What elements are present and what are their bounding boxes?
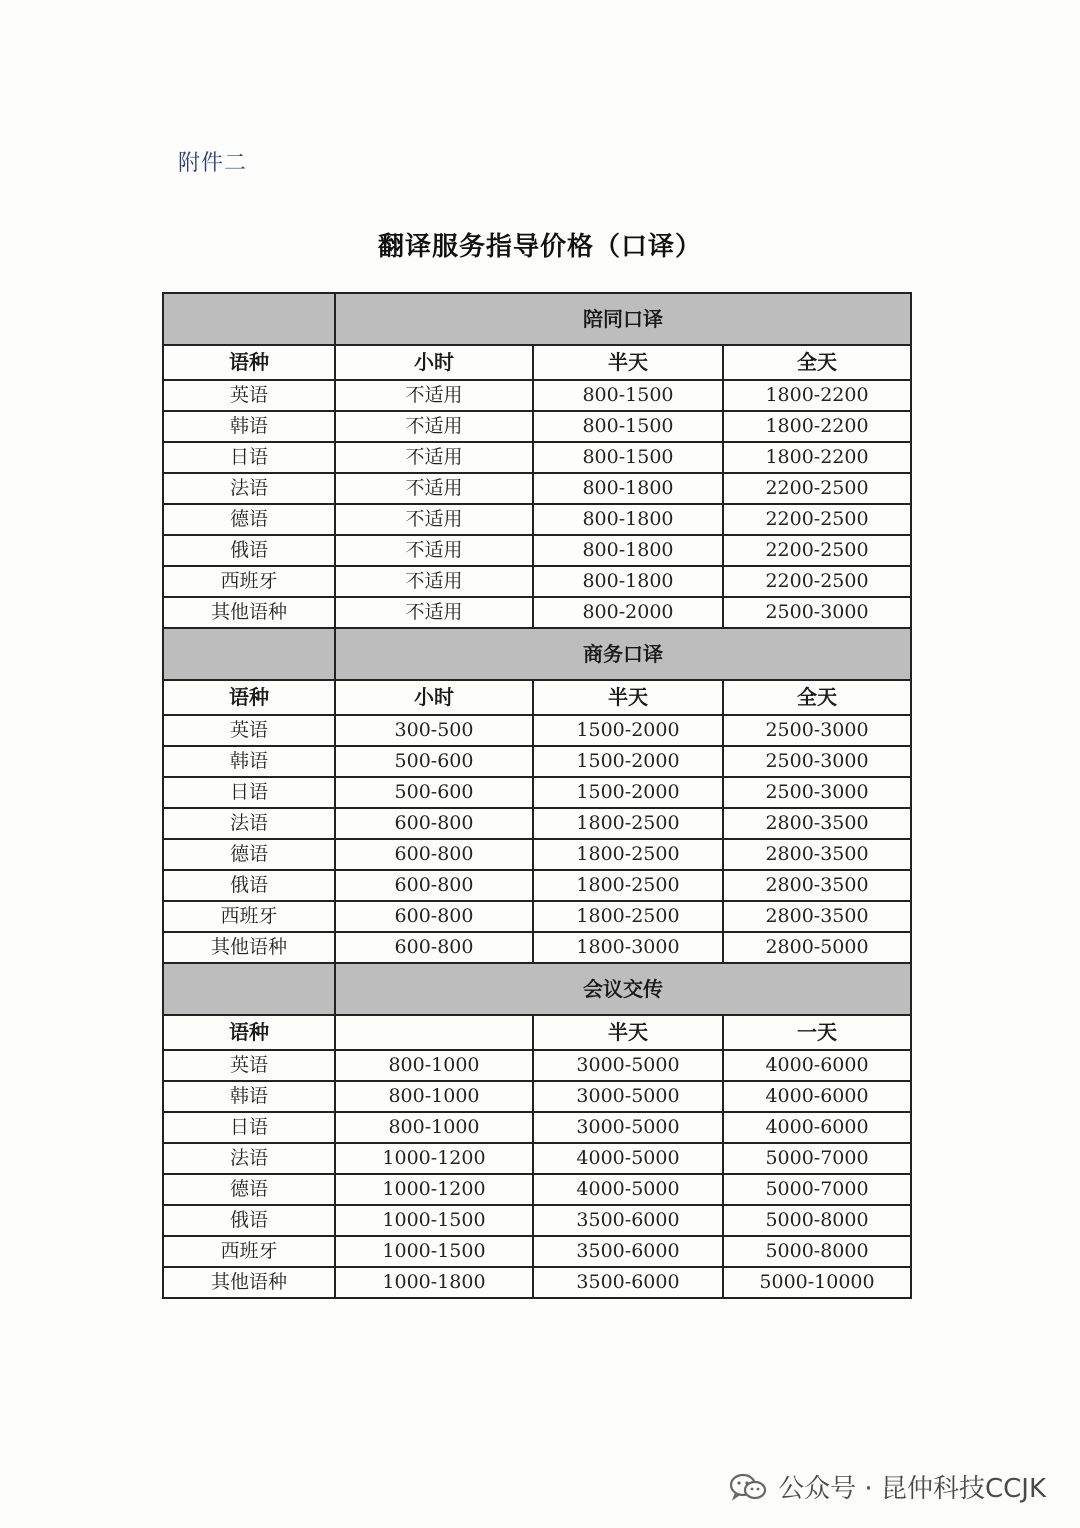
section-blank-cell xyxy=(163,628,335,680)
language-cell: 其他语种 xyxy=(163,932,335,963)
price-cell: 800-1800 xyxy=(533,504,723,535)
language-cell: 法语 xyxy=(163,1143,335,1174)
price-cell: 500-600 xyxy=(335,746,533,777)
column-header: 半天 xyxy=(533,345,723,380)
column-header: 一天 xyxy=(723,1015,911,1050)
table-row xyxy=(163,746,911,777)
table-row xyxy=(163,1236,911,1267)
price-cell: 3000-5000 xyxy=(533,1050,723,1081)
language-cell: 其他语种 xyxy=(163,597,335,628)
watermark-footer xyxy=(728,1468,1046,1505)
column-header-row xyxy=(163,345,911,380)
language-cell: 法语 xyxy=(163,808,335,839)
price-cell: 800-1000 xyxy=(335,1081,533,1112)
price-cell: 不适用 xyxy=(335,566,533,597)
section-header-row xyxy=(163,963,911,1015)
price-cell: 600-800 xyxy=(335,932,533,963)
price-cell: 600-800 xyxy=(335,839,533,870)
table-row xyxy=(163,1081,911,1112)
price-cell: 3500-6000 xyxy=(533,1267,723,1298)
language-cell: 德语 xyxy=(163,1174,335,1205)
language-cell: 英语 xyxy=(163,715,335,746)
price-cell: 800-1800 xyxy=(533,535,723,566)
price-cell: 2800-5000 xyxy=(723,932,911,963)
price-cell: 2500-3000 xyxy=(723,746,911,777)
table-row xyxy=(163,1050,911,1081)
language-cell: 日语 xyxy=(163,442,335,473)
price-cell: 1000-1800 xyxy=(335,1267,533,1298)
section-blank-cell xyxy=(163,293,335,345)
wechat-icon xyxy=(728,1472,768,1502)
price-cell: 800-1500 xyxy=(533,380,723,411)
table-row xyxy=(163,535,911,566)
price-cell: 4000-6000 xyxy=(723,1050,911,1081)
price-cell: 4000-5000 xyxy=(533,1143,723,1174)
column-header: 语种 xyxy=(163,345,335,380)
attachment-label: 附件二 xyxy=(178,151,248,176)
price-cell: 5000-8000 xyxy=(723,1236,911,1267)
price-cell: 1800-2500 xyxy=(533,839,723,870)
price-cell: 2500-3000 xyxy=(723,777,911,808)
price-cell: 600-800 xyxy=(335,870,533,901)
table-row xyxy=(163,1267,911,1298)
language-cell: 西班牙 xyxy=(163,901,335,932)
column-header: 半天 xyxy=(533,680,723,715)
column-header xyxy=(335,1015,533,1050)
price-cell: 2200-2500 xyxy=(723,504,911,535)
price-table-body xyxy=(163,293,911,1298)
table-row xyxy=(163,777,911,808)
price-cell: 2800-3500 xyxy=(723,808,911,839)
language-cell: 德语 xyxy=(163,504,335,535)
price-cell: 800-1000 xyxy=(335,1050,533,1081)
language-cell: 韩语 xyxy=(163,411,335,442)
price-cell: 800-1000 xyxy=(335,1112,533,1143)
table-row xyxy=(163,839,911,870)
section-header-row xyxy=(163,293,911,345)
language-cell: 德语 xyxy=(163,839,335,870)
price-cell: 1500-2000 xyxy=(533,777,723,808)
column-header: 半天 xyxy=(533,1015,723,1050)
table-row xyxy=(163,932,911,963)
price-cell: 不适用 xyxy=(335,442,533,473)
table-row xyxy=(163,1174,911,1205)
price-cell: 2200-2500 xyxy=(723,566,911,597)
price-cell: 5000-10000 xyxy=(723,1267,911,1298)
price-cell: 5000-7000 xyxy=(723,1174,911,1205)
price-cell: 2500-3000 xyxy=(723,715,911,746)
table-row xyxy=(163,808,911,839)
language-cell: 英语 xyxy=(163,380,335,411)
section-blank-cell xyxy=(163,963,335,1015)
price-cell: 1000-1500 xyxy=(335,1205,533,1236)
table-row xyxy=(163,597,911,628)
table-row xyxy=(163,566,911,597)
column-header-row xyxy=(163,1015,911,1050)
price-cell: 2800-3500 xyxy=(723,901,911,932)
price-cell: 800-1800 xyxy=(533,473,723,504)
price-cell: 1500-2000 xyxy=(533,715,723,746)
table-row xyxy=(163,1205,911,1236)
price-cell: 600-800 xyxy=(335,901,533,932)
section-header-row xyxy=(163,628,911,680)
table-row xyxy=(163,473,911,504)
table-row xyxy=(163,715,911,746)
section-title: 陪同口译 xyxy=(335,293,911,345)
column-header-row xyxy=(163,680,911,715)
price-cell: 4000-5000 xyxy=(533,1174,723,1205)
table-row xyxy=(163,504,911,535)
price-cell: 4000-6000 xyxy=(723,1112,911,1143)
price-cell: 300-500 xyxy=(335,715,533,746)
section-title: 会议交传 xyxy=(335,963,911,1015)
table-row xyxy=(163,1112,911,1143)
price-cell: 5000-7000 xyxy=(723,1143,911,1174)
price-cell: 5000-8000 xyxy=(723,1205,911,1236)
watermark-text: 公众号 · 昆仲科技CCJK xyxy=(778,1474,1046,1504)
table-row xyxy=(163,901,911,932)
price-cell: 600-800 xyxy=(335,808,533,839)
language-cell: 西班牙 xyxy=(163,1236,335,1267)
price-cell: 1800-2500 xyxy=(533,901,723,932)
price-cell: 3000-5000 xyxy=(533,1112,723,1143)
price-cell: 1000-1500 xyxy=(335,1236,533,1267)
price-cell: 不适用 xyxy=(335,504,533,535)
price-cell: 1000-1200 xyxy=(335,1174,533,1205)
price-cell: 不适用 xyxy=(335,380,533,411)
price-cell: 800-1500 xyxy=(533,442,723,473)
language-cell: 韩语 xyxy=(163,1081,335,1112)
column-header: 全天 xyxy=(723,345,911,380)
column-header: 小时 xyxy=(335,345,533,380)
column-header: 语种 xyxy=(163,680,335,715)
price-cell: 1500-2000 xyxy=(533,746,723,777)
language-cell: 俄语 xyxy=(163,870,335,901)
price-cell: 2200-2500 xyxy=(723,473,911,504)
price-cell: 不适用 xyxy=(335,597,533,628)
column-header: 小时 xyxy=(335,680,533,715)
price-cell: 500-600 xyxy=(335,777,533,808)
language-cell: 西班牙 xyxy=(163,566,335,597)
price-cell: 2500-3000 xyxy=(723,597,911,628)
price-cell: 3500-6000 xyxy=(533,1205,723,1236)
table-row xyxy=(163,870,911,901)
language-cell: 日语 xyxy=(163,1112,335,1143)
price-cell: 1800-2200 xyxy=(723,442,911,473)
price-cell: 1800-2200 xyxy=(723,411,911,442)
language-cell: 俄语 xyxy=(163,1205,335,1236)
language-cell: 其他语种 xyxy=(163,1267,335,1298)
price-cell: 800-1500 xyxy=(533,411,723,442)
price-cell: 不适用 xyxy=(335,473,533,504)
price-cell: 800-1800 xyxy=(533,566,723,597)
price-cell: 1800-2200 xyxy=(723,380,911,411)
price-cell: 1800-2500 xyxy=(533,870,723,901)
document-title: 翻译服务指导价格（口译） xyxy=(377,232,702,262)
table-row xyxy=(163,380,911,411)
price-cell: 2800-3500 xyxy=(723,870,911,901)
price-cell: 不适用 xyxy=(335,411,533,442)
price-cell: 1800-2500 xyxy=(533,808,723,839)
price-cell: 800-2000 xyxy=(533,597,723,628)
language-cell: 日语 xyxy=(163,777,335,808)
price-cell: 3500-6000 xyxy=(533,1236,723,1267)
language-cell: 俄语 xyxy=(163,535,335,566)
price-cell: 2200-2500 xyxy=(723,535,911,566)
price-cell: 1000-1200 xyxy=(335,1143,533,1174)
section-title: 商务口译 xyxy=(335,628,911,680)
table-row xyxy=(163,1143,911,1174)
table-row xyxy=(163,411,911,442)
language-cell: 韩语 xyxy=(163,746,335,777)
price-cell: 1800-3000 xyxy=(533,932,723,963)
table-row xyxy=(163,442,911,473)
price-table xyxy=(162,292,912,1299)
price-cell: 4000-6000 xyxy=(723,1081,911,1112)
column-header: 全天 xyxy=(723,680,911,715)
language-cell: 法语 xyxy=(163,473,335,504)
price-cell: 3000-5000 xyxy=(533,1081,723,1112)
column-header: 语种 xyxy=(163,1015,335,1050)
price-cell: 不适用 xyxy=(335,535,533,566)
price-cell: 2800-3500 xyxy=(723,839,911,870)
language-cell: 英语 xyxy=(163,1050,335,1081)
